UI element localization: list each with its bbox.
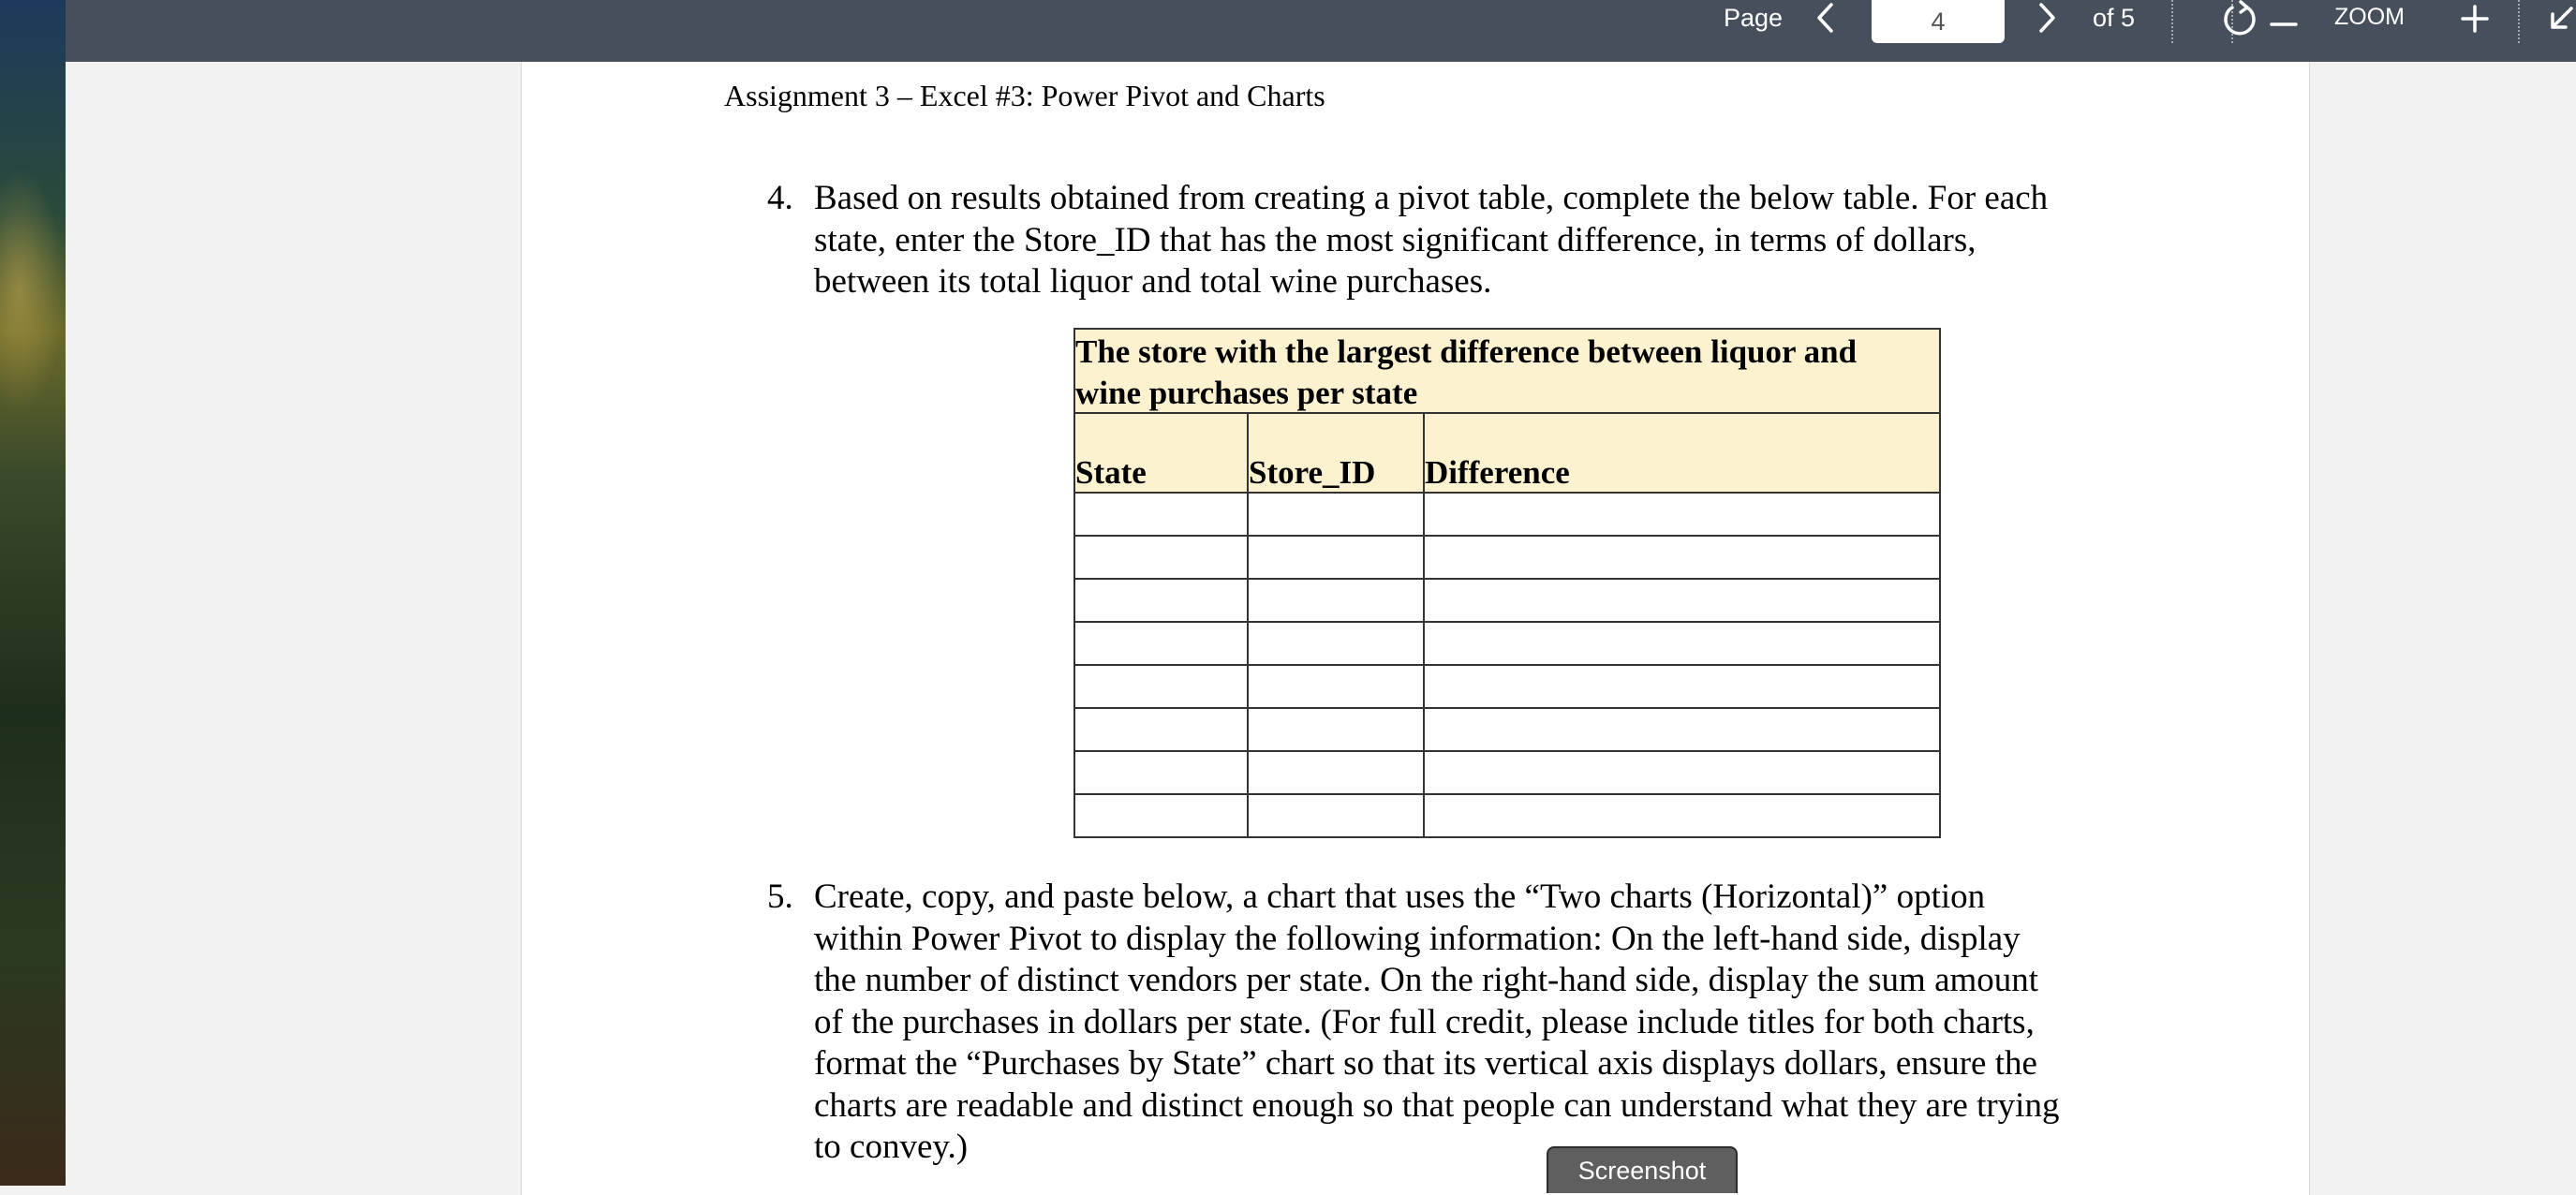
table-cell xyxy=(1074,493,1248,536)
column-header-difference xyxy=(1424,413,1940,493)
table-row xyxy=(1074,665,1940,708)
question-4-number: 4. xyxy=(767,179,793,217)
previous-page-button[interactable] xyxy=(1806,0,1843,36)
table-row xyxy=(1074,751,1940,794)
text-line: between its total liquor and total wine purchases. xyxy=(814,262,1492,301)
rotate-button[interactable] xyxy=(2218,0,2261,37)
table-cell xyxy=(1074,622,1248,665)
text-line: to convey.) xyxy=(814,1128,969,1166)
table-row xyxy=(1074,794,1940,837)
question-5-number: 5. xyxy=(767,878,793,916)
table-cell xyxy=(1248,622,1424,665)
rotate-icon xyxy=(2221,0,2258,37)
column-header-label: State xyxy=(1075,454,1147,491)
table-cell xyxy=(1248,794,1424,837)
chevron-left-icon xyxy=(1814,2,1835,34)
table-caption-line: The store with the largest difference between liquor and xyxy=(1075,333,1858,370)
table-cell xyxy=(1074,794,1248,837)
table-cell xyxy=(1248,579,1424,622)
table-cell xyxy=(1248,665,1424,708)
desktop-background xyxy=(0,0,66,1186)
toolbar-divider xyxy=(2518,0,2520,43)
text-line: of the purchases in dollars per state. (For full credit, please include titles for both charts, xyxy=(814,1002,2035,1041)
question-5-text xyxy=(814,877,2060,1169)
column-header-state xyxy=(1074,413,1248,493)
table-cell xyxy=(1248,493,1424,536)
table-row xyxy=(1074,579,1940,622)
page-label: Page xyxy=(1724,3,1784,32)
question-4-text xyxy=(814,178,2049,303)
viewer-toolbar xyxy=(66,0,2576,62)
minus-icon xyxy=(2270,4,2298,32)
table-header-row xyxy=(1074,413,1940,493)
collapse-button[interactable] xyxy=(2540,0,2576,37)
text-line: within Power Pivot to display the following information: On the left-hand side, display xyxy=(814,919,2021,958)
arrow-down-left-icon xyxy=(2543,3,2575,35)
table-cell xyxy=(1424,708,1940,751)
table-row xyxy=(1074,622,1940,665)
table-cell xyxy=(1424,622,1940,665)
text-line: format the “Purchases by State” chart so that its vertical axis displays dollars, ensure the xyxy=(814,1044,2037,1083)
table-row xyxy=(1074,708,1940,751)
text-line: Create, copy, and paste below, a chart that uses the “Two charts (Horizontal)” option xyxy=(814,878,1986,916)
table-cell xyxy=(1424,665,1940,708)
plus-icon xyxy=(2461,3,2489,33)
pdf-viewer xyxy=(66,0,2576,1186)
table-cell xyxy=(1074,665,1248,708)
table-cell xyxy=(1424,579,1940,622)
table-cell xyxy=(1424,493,1940,536)
table-cell xyxy=(1424,751,1940,794)
text-line: charts are readable and distinct enough so that people can understand what they are trying xyxy=(814,1085,2060,1125)
table-cell xyxy=(1074,708,1248,751)
zoom-in-button[interactable] xyxy=(2456,0,2494,36)
next-page-button[interactable] xyxy=(2029,0,2066,36)
toolbar-divider xyxy=(2171,0,2173,43)
table-cell xyxy=(1248,751,1424,794)
table-row xyxy=(1074,536,1940,579)
text-line: the number of distinct vendors per state. On the right-hand side, display the sum amount xyxy=(814,961,2039,999)
table-caption xyxy=(1074,329,1940,413)
table-cell xyxy=(1248,536,1424,579)
answer-table xyxy=(1073,328,1941,838)
page-count-label: of 5 xyxy=(2093,3,2136,32)
text-line: state, enter the Store_ID that has the most significant difference, in terms of dollars, xyxy=(814,220,1976,259)
document-page xyxy=(521,62,2310,1195)
column-header-label: Store_ID xyxy=(1249,454,1376,491)
table-cell xyxy=(1248,708,1424,751)
table-cell xyxy=(1424,794,1940,837)
table-caption-line: wine purchases per state xyxy=(1075,375,1418,411)
text-line: Based on results obtained from creating a pivot table, complete the below table. For each xyxy=(814,179,2049,217)
table-cell xyxy=(1074,536,1248,579)
table-row xyxy=(1074,493,1940,536)
toolbar-divider xyxy=(2231,0,2233,43)
chevron-right-icon xyxy=(2037,2,2058,34)
column-header-label: Difference xyxy=(1425,454,1570,491)
column-header-store-id xyxy=(1248,413,1424,493)
table-cell xyxy=(1074,579,1248,622)
zoom-label: ZOOM xyxy=(2334,3,2405,30)
zoom-out-button[interactable] xyxy=(2265,0,2302,36)
page-number-input[interactable] xyxy=(1872,0,2005,43)
document-header: Assignment 3 – Excel #3: Power Pivot and Charts xyxy=(724,79,1325,112)
screenshot-button[interactable]: Screenshot xyxy=(1547,1146,1738,1193)
table-cell xyxy=(1424,536,1940,579)
table-cell xyxy=(1074,751,1248,794)
